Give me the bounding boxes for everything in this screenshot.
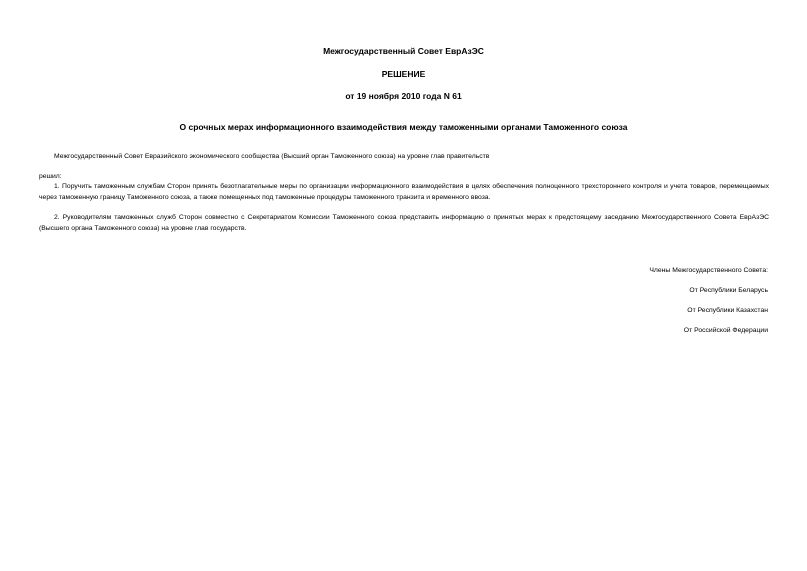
document-type: РЕШЕНИЕ <box>381 69 426 79</box>
item-2-paragraph: 2. Руководителям таможенных служб Сторон совместно с Секретариатом Комиссии Таможенного союза представить информацию о принятых мерах к предстоящему заседанию Межгосударственного Совета ЕврАзЭС (Высшего органа Таможенного союза) на уровне глав государств. <box>39 214 769 232</box>
signatures-heading: Члены Межгосударственного Совета: <box>649 267 768 274</box>
preamble-paragraph: Межгосударственный Совет Евразийского экономического сообщества (Высший орган Таможенного союза) на уровне глав правительств <box>54 153 490 160</box>
signature-belarus: От Республики Беларусь <box>689 287 768 294</box>
organization-heading: Межгосударственный Совет ЕврАзЭС <box>323 46 484 56</box>
item-1-paragraph: 1. Поручить таможенным службам Сторон принять безотлагательные меры по организации информационного взаимодействия в целях обеспечения полноценного трехстороннего контроля и учета товаров, перемещаемых через таможенную границу Таможенного союза, а также помещенных под таможенные процедуры таможенного транзита и временного ввоза. <box>39 183 769 201</box>
signature-russia: От Российской Федерации <box>683 327 768 334</box>
document-title: О срочных мерах информационного взаимодействия между таможенными органами Таможенного союза <box>179 122 628 132</box>
document-date-number: от 19 ноября 2010 года N 61 <box>345 91 462 101</box>
signature-kazakhstan: От Республики Казахстан <box>687 307 768 314</box>
decided-label: решил: <box>39 173 62 180</box>
